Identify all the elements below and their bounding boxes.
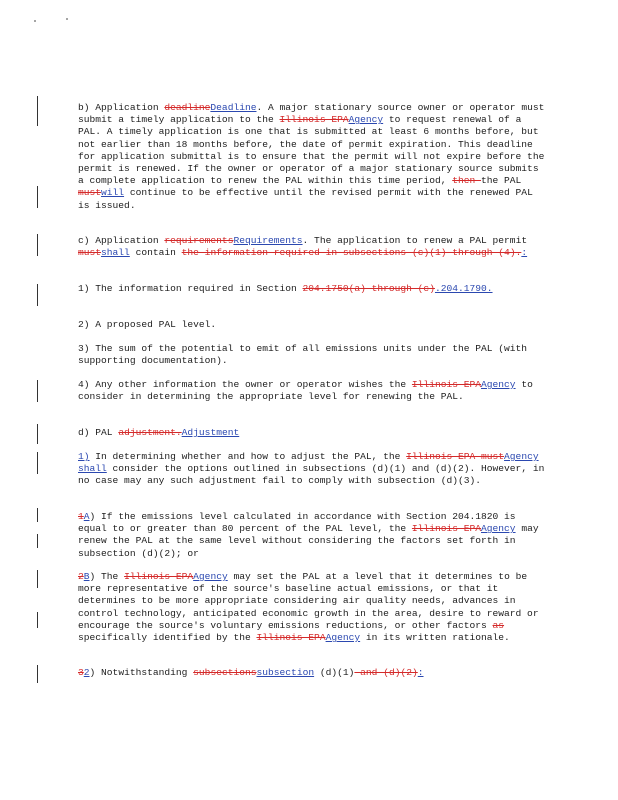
scan-speck: [34, 20, 36, 22]
inserted-text: Deadline: [210, 102, 257, 113]
deleted-text: must: [78, 187, 102, 199]
deleted-text: and (d)(2): [354, 667, 418, 678]
deleted-text: then: [452, 175, 482, 187]
change-bar: [37, 452, 38, 474]
deleted-text: Illinois EPA: [411, 379, 482, 390]
paragraph-c4: [78, 379, 546, 403]
deleted-text: the information required in subsections (c)(1) through (4).: [181, 247, 522, 259]
paragraph-d1: [78, 451, 546, 488]
body-text: 1) The information required in Section: [78, 283, 303, 294]
deleted-text: Illinois EPA: [124, 571, 194, 582]
body-text: 3) The sum of the potential to emit of all emissions units under the PAL (with supporting documentation).: [78, 343, 528, 367]
inserted-text: shall: [101, 247, 130, 259]
body-text: . The application to renew a PAL permit: [302, 235, 528, 246]
inserted-text: A: [83, 511, 90, 522]
change-bar: [37, 508, 38, 522]
inserted-text: Agency: [193, 571, 228, 582]
deleted-text: deadline: [164, 102, 211, 113]
paragraph-b: [78, 102, 546, 212]
change-bar: [37, 665, 38, 683]
body-text: may renew the PAL at the same level without considering the factors set forth in subsection (d)(2); or: [78, 523, 539, 559]
body-text: 2) A proposed PAL level.: [78, 319, 217, 330]
change-bar: [37, 234, 38, 256]
body-text: ) The: [89, 571, 125, 582]
deleted-text: 3: [78, 667, 84, 678]
inserted-text: Agency: [481, 523, 516, 535]
scan-speck: [66, 18, 68, 20]
body-text: ) Notwithstanding: [89, 667, 194, 678]
body-text: in its written rationale.: [360, 632, 510, 644]
body-text: to request renewal of a PAL. A timely application is one that is submitted at least 6 months before, but not earlier than 18 months before, the date of permit expiration. This deadline for application submittal is to ensure that the permit will not expire before the permit is renewed. If the owner or operator of a major stationary source submits a complete application to renew the PAL within this time period,: [78, 114, 545, 187]
paragraph-d1A: [78, 511, 546, 560]
inserted-text: Requirements: [233, 235, 303, 246]
paragraph-c3: [78, 343, 546, 367]
paragraph-d2: [78, 667, 546, 679]
body-text: the PAL: [481, 175, 522, 187]
body-text: . A major stationary source owner or operator must submit a timely application to the: [78, 102, 545, 126]
change-bar: [37, 612, 38, 628]
body-text: b) Application: [78, 102, 165, 113]
inserted-text: Adjustment: [181, 427, 240, 438]
deleted-text: Illinois EPA: [279, 114, 349, 126]
deleted-text: Illinois EPA must: [406, 451, 505, 462]
deleted-text: adjustment.: [118, 427, 182, 438]
body-text: 4) Any other information the owner or operator wishes the: [78, 379, 412, 390]
body-text: (d)(1): [314, 667, 355, 678]
body-text: contain: [129, 247, 182, 259]
deleted-text: 1: [78, 511, 84, 522]
inserted-text: :: [417, 667, 424, 678]
deleted-text: as: [492, 619, 505, 631]
change-bar: [37, 380, 38, 402]
change-bar: [37, 534, 38, 548]
body-text: specifically identified by the: [78, 632, 257, 644]
body-text: may set the PAL at a level that it determines to be more representative of the source's baseline actual emissions, or that it determines to be more appropriate considering air quality needs, advances in control technology, anticipated economic growth in the area, desire to reward or encourage the source's voluntary emissions reductions, or other factors: [78, 571, 539, 631]
paragraph-c: [78, 235, 546, 259]
body-text: consider the options outlined in subsections (d)(1) and (d)(2). However, in no case may any such adjustment fail to comply with subsection (d)(3).: [78, 463, 545, 487]
paragraph-d1B: [78, 571, 546, 644]
deleted-text: Illinois EPA: [256, 632, 326, 644]
change-bar: [37, 186, 38, 208]
body-text: In determining whether and how to adjust the PAL, the: [89, 451, 407, 462]
body-text: continue to be effective until the revised permit with the renewed PAL is issued.: [78, 187, 533, 211]
inserted-text: .204.1790.: [434, 283, 493, 294]
inserted-text: Agency: [481, 379, 516, 390]
inserted-text: :: [521, 247, 528, 259]
inserted-text: B: [83, 571, 90, 582]
inserted-text: 1): [78, 451, 90, 462]
inserted-text: Agency: [348, 114, 384, 126]
change-bar: [37, 424, 38, 444]
body-text: c) Application: [78, 235, 165, 246]
paragraph-c2: [78, 319, 546, 331]
deleted-text: must: [78, 247, 102, 259]
change-bar: [37, 284, 38, 306]
deleted-text: 2: [78, 571, 84, 582]
inserted-text: Agency shall: [78, 451, 539, 475]
change-bar: [37, 570, 38, 588]
deleted-text: Illinois EPA: [411, 523, 482, 535]
inserted-text: 2: [83, 667, 90, 678]
inserted-text: subsection: [256, 667, 315, 678]
change-bar: [37, 96, 38, 126]
paragraph-d: [78, 427, 546, 439]
deleted-text: subsections: [193, 667, 257, 678]
deleted-text: 204.1750(a) through (c): [302, 283, 435, 294]
body-text: to consider in determining the appropriate level for renewing the PAL.: [78, 379, 533, 403]
body-text: ) If the emissions level calculated in accordance with Section 204.1820 is equal to or greater than 80 percent of the PAL level, the: [78, 511, 516, 535]
deleted-text: requirements: [164, 235, 234, 246]
inserted-text: Agency: [325, 632, 361, 644]
inserted-text: will: [101, 187, 125, 199]
paragraph-c1: [78, 283, 546, 295]
body-text: d) PAL: [78, 427, 119, 438]
